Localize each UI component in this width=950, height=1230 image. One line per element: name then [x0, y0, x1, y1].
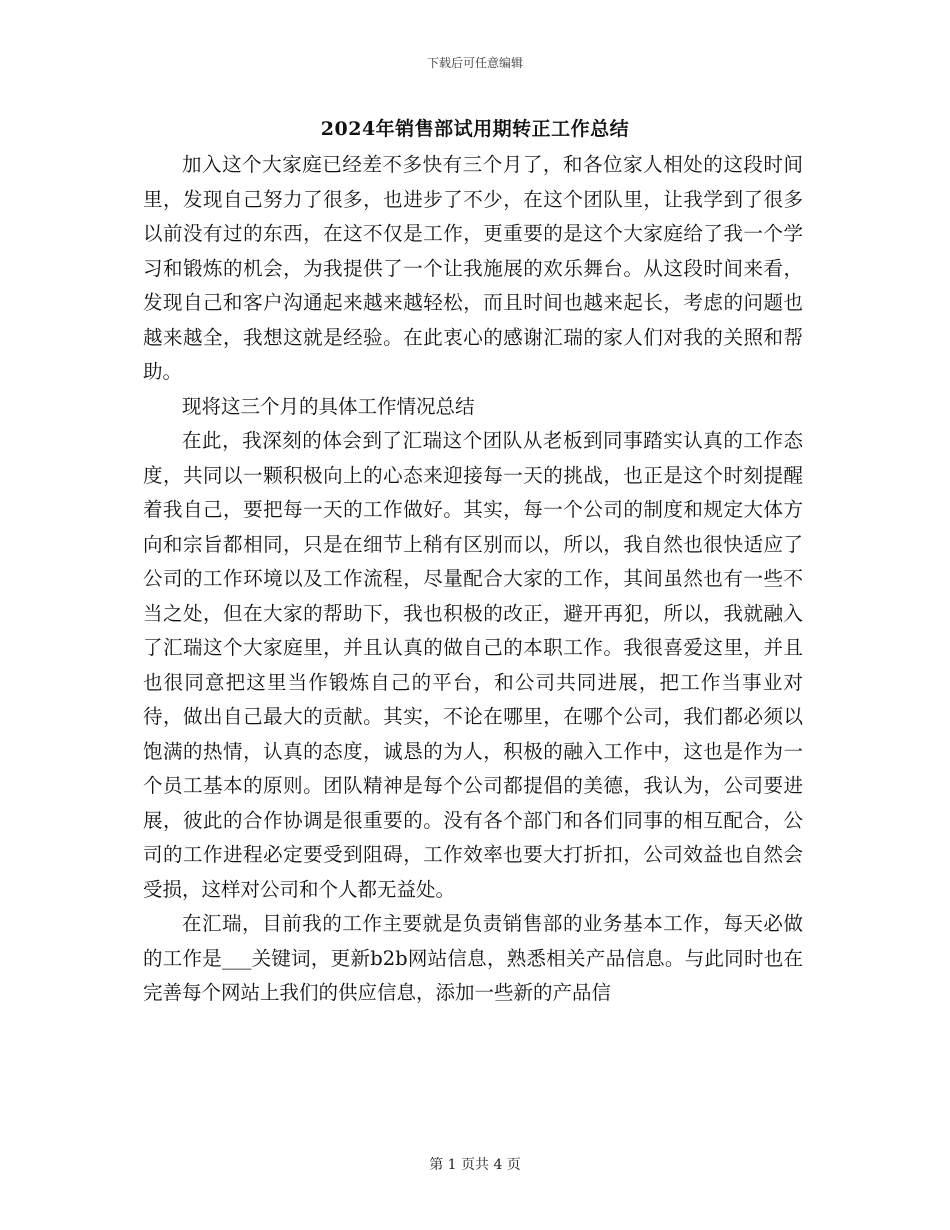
- paragraph-summary-heading: 现将这三个月的具体工作情况总结: [182, 394, 475, 418]
- document-title: 2024年销售部试用期转正工作总结: [320, 118, 630, 140]
- paragraph-team-experience: 在此，我深刻的体会到了汇瑞这个团队从老板到同事踏实认真的工作态度，共同以一颗积极向上的心态来迎接每一天的挑战，也正是这个时刻提醒着我自己，要把每一天的工作做好。其实，每一个公司的制度和规定大体方向和宗旨都相同，只是在细节上稍有区别而以，所以，我自然也很快适应了公司的工作环境以及工作流程，尽量配合大家的工作，其间虽然也有一些不当之处，但在大家的帮助下，我也积极的改正，避开再犯，所以，我就融入了汇瑞这个大家庭里，并且认真的做自己的本职工作。我很喜爱这里，并且也很同意把这里当作锻炼自己的平台，和公司共同进展，把工作当事业对待，做出自己最大的贡献。其实，不论在哪里，在哪个公司，我们都必须以饱满的热情，认真的态度，诚恳的为人，积极的融入工作中，这也是作为一个员工基本的原则。团队精神是每个公司都提倡的美德，我认为，公司要进展，彼此的合作协调是很重要的。没有各个部门和各们同事的相互配合，公司的工作进程必定要受到阻碍，工作效率也要大打折扣，公司效益也自然会受损，这样对公司和个人都无益处。: [143, 429, 803, 901]
- paragraph-work-duties: 在汇瑞，目前我的工作主要就是负责销售部的业务基本工作，每天必做的工作是___关键词，更新b2b网站信息，熟悉相关产品信息。与此同时也在完善每个网站上我们的供应信息，添加一些新的产品信: [143, 912, 803, 1004]
- paragraph-intro: 加入这个大家庭已经差不多快有三个月了，和各位家人相处的这段时间里，发现自己努力了很多，也进步了不少，在这个团队里，让我学到了很多以前没有过的东西，在这不仅是工作，更重要的是这个大家庭给了我一个学习和锻炼的机会，为我提供了一个让我施展的欢乐舞台。从这段时间来看，发现自己和客户沟通起来越来越轻松，而且时间也越来起长，考虑的问题也越来越全，我想这就是经验。在此衷心的感谢汇瑞的家人们对我的关照和帮助。: [143, 153, 803, 383]
- page-footer: 第 1 页共 4 页: [429, 1157, 521, 1173]
- document-body: [143, 148, 803, 1011]
- page-header: 下载后可任意编辑: [426, 56, 523, 70]
